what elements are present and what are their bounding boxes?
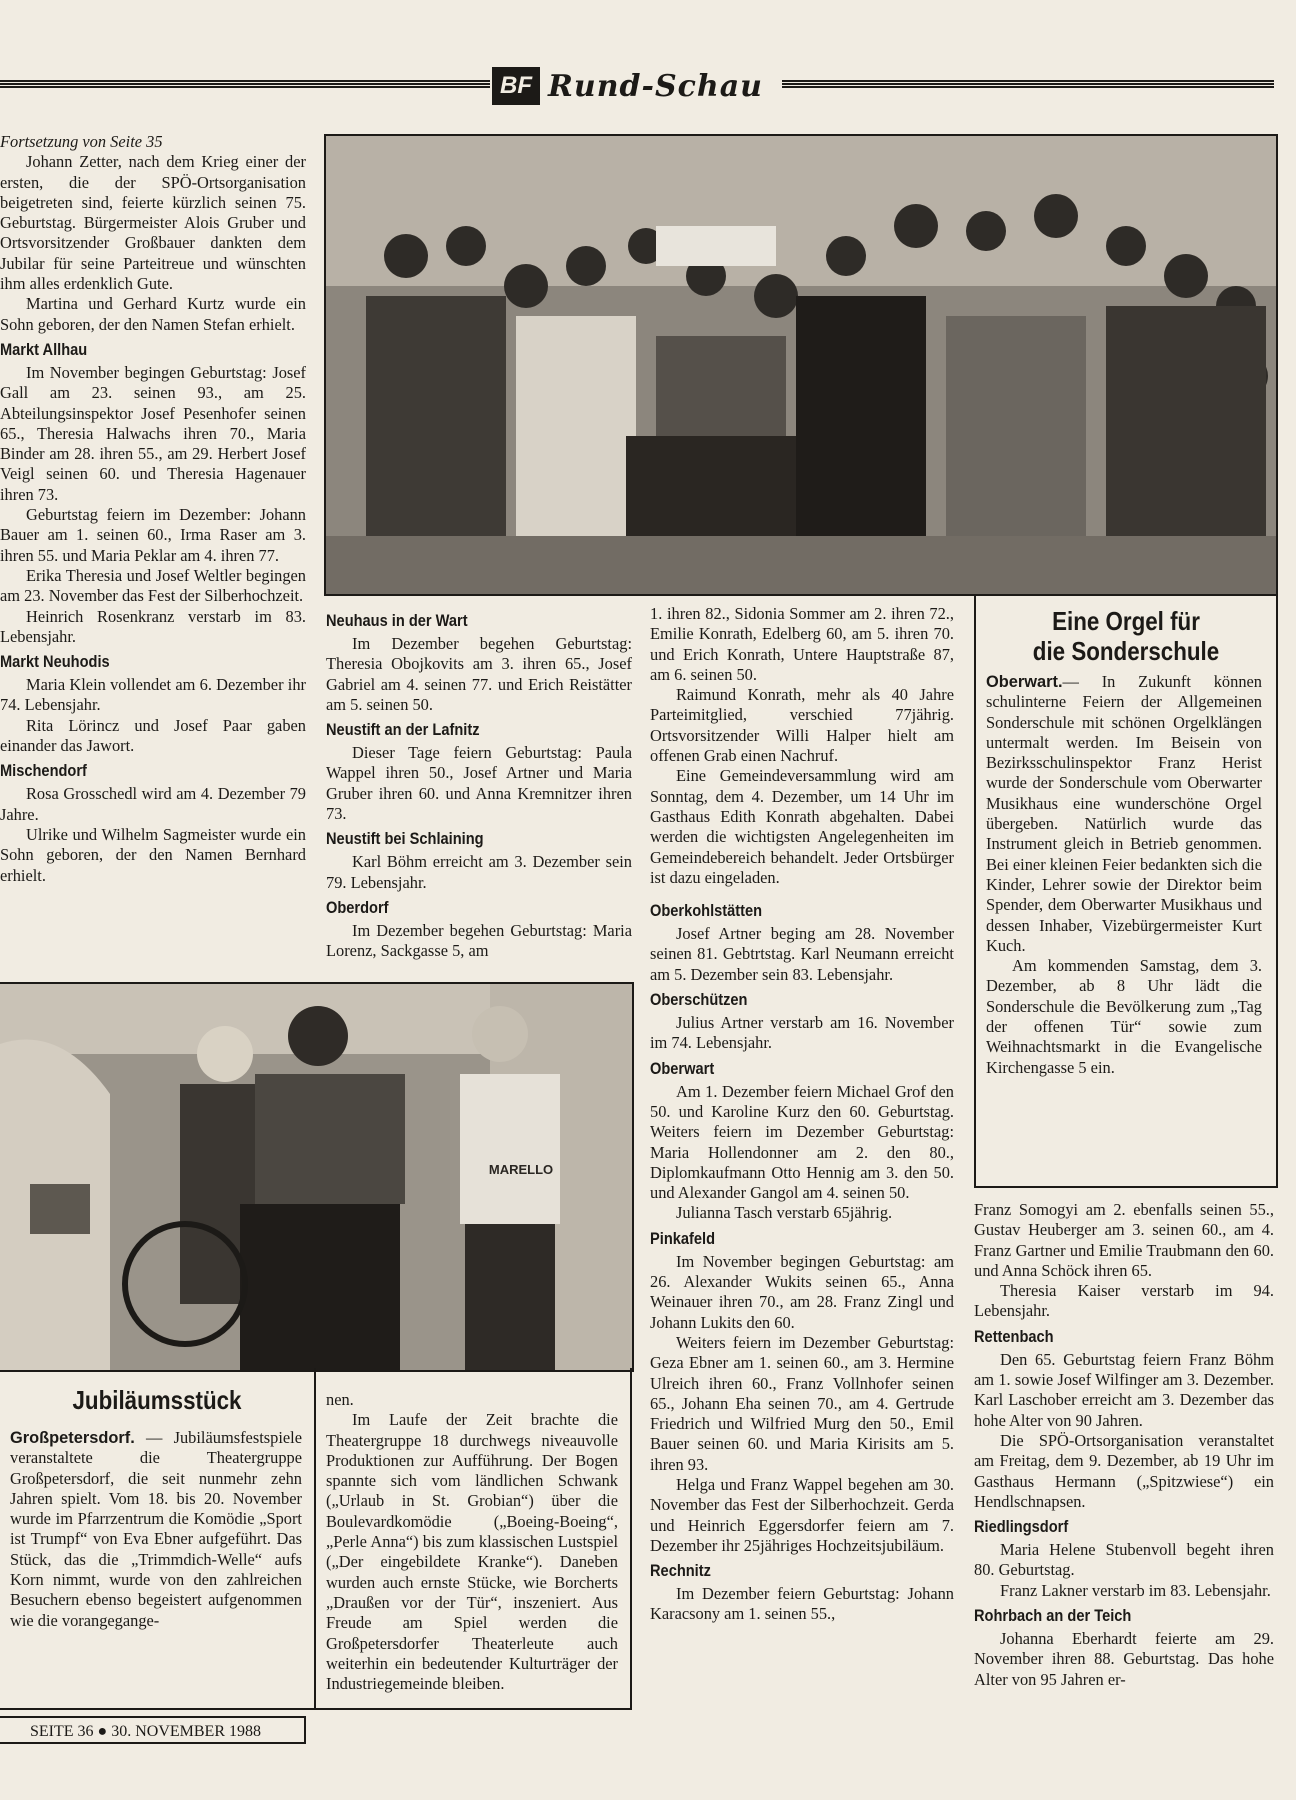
article-wappel: Helga und Franz Wappel begehen am 30. November das Fest der Silberhochzeit. Gerda und Heinrich Eggersdorfer feiern am 7. Dezember ihr 25jähriges Hochzeitsjubiläum. [650,1474,954,1555]
article-artner-julius: Julius Artner verstarb am 16. November im 74. Lebensjahr. [650,1013,954,1053]
photo-theatre-play [0,982,634,1372]
cyclist-shirt-text: MARELLO [488,1162,554,1177]
column-2 [326,606,632,962]
heading-oberschuetzen: Oberschützen [650,990,748,1010]
article-boehm: Karl Böhm erreicht am 3. Dezember sein 79. Lebensjahr. [326,852,632,892]
heading-markt-allhau: Markt Allhau [0,339,88,359]
article-tasch: Julianna Tasch verstarb 65jährig. [676,1203,893,1223]
heading-rettenbach: Rettenbach [974,1326,1054,1346]
orgel-text-1: — In Zukunft können schulinterne Feiern der Allgemeinen Sonderschule mit schönen Orgelklängen untermalt werden. Im Beisein von Bezirksschulinspektor Franz Herist wurde der Sonderschule vom Oberwarter Musikhaus eine wunderschöne Orgel übergeben. Natürlich wurde das Instrument gleich in Betrieb genommen. Bei einer kleinen Feier bedankten sich die Kinder, Lehrer sowie der Direktor beim Spender, dem Oberwarter Musikhaus und dessen Inhaber, Vizebürgermeister Kurt Kuch. [986,672,1262,955]
heading-rohrbach: Rohrbach an der Teich [974,1606,1132,1626]
article-klein: Maria Klein vollendet am 6. Dezember ihr 74. Lebensjahr. [0,675,306,715]
section-title: Rund-Schau [548,68,763,104]
article-rettenbach: Den 65. Geburtstag feiern Franz Böhm am 1. sowie Josef Wilfinger am 3. Dezember. Karl Laschober erreicht am 3. Dezember das hohe Alter von 90 Jahren. [974,1349,1274,1430]
heading-mischendorf: Mischendorf [0,761,87,781]
jubilaeum-text-cont: nen. [326,1390,354,1409]
heading-markt-neuhodis: Markt Neuhodis [0,652,110,672]
photo-children-organ [324,134,1278,596]
article-pinkafeld-november: Im November begingen Geburtstag: am 26. Alexander Wukits seinen 65., Anna Weinauer ihren 70., am 28. Franz Zingl und Johann Lukits den 60. [650,1251,954,1332]
heading-oberwart: Oberwart [650,1058,715,1078]
article-oberdorf-cont: 1. ihren 82., Sidonia Sommer am 2. ihren 72., Emilie Konrath, Edelberg 60, am 5. ihren 70. und Erich Konrath, Untere Hauptstraße 87, am 6. seinen 50. [650,604,954,684]
article-grosschedl: Rosa Grosschedl wird am 4. Dezember 79 Jahre. [0,784,306,824]
heading-riedlingsdorf: Riedlingsdorf [974,1517,1069,1537]
article-loerincz: Rita Lörincz und Josef Paar gaben einander das Jawort. [0,715,306,756]
article-sagmeister: Ulrike und Wilhelm Sagmeister wurde ein Sohn geboren, der den Namen Bernhard erhielt. [0,824,306,885]
heading-pinkafeld: Pinkafeld [650,1228,716,1248]
orgel-dateline: Oberwart. [986,673,1063,691]
article-oberwart: Am 1. Dezember feiern Michael Grof den 50. und Karoline Kurz den 60. Geburtstag. Weiters feiern im Dezember Geburtstag: Maria Hollendonner am 2. den 80., Diplomkaufmann Otto Hennig am 3. den 50. und Alexander Gangol am 4. seinen 50. [650,1081,954,1203]
column-4 [974,1200,1274,1690]
jubilaeum-column-1 [10,1428,302,1631]
article-zetter: Johann Zetter, nach dem Krieg einer der ersten, die der SPÖ-Ortsorganisation beigetreten sind, feierte kürzlich seinen 75. Geburtstag. Bürgermeister Alois Gruber und Ortsvorsitzender Großbauer dankten dem Jubilar für seine Parteitreue und wünschten ihm alles erdenklich Gute. [0,152,306,294]
article-oberdorf: Im Dezember begehen Geburtstag: Maria Lorenz, Sackgasse 5, am [326,920,632,961]
article-rosenkranz: Heinrich Rosenkranz verstarb im 83. Lebensjahr. [0,606,306,646]
article-allhau-dezember: Geburtstag feiern im Dezember: Johann Bauer am 1. seinen 60., Irma Raser am 3. ihren 55. und Maria Peklar am 4. ihren 77. [0,505,306,565]
footer-bullet: ● [97,1723,108,1740]
article-neuhaus: Im Dezember begehen Geburtstag: Theresia Obojkovits am 3. ihren 65., Josef Gabriel am 4. seinen 77. und Erich Reistätter am 5. seinen 50. [326,634,632,714]
article-rechnitz: Im Dezember feiern Geburtstag: Johann Karacsony am 1. seinen 55., [650,1584,954,1624]
masthead [492,66,763,106]
article-weltler: Erika Theresia und Josef Weltler begingen am 23. November das Fest der Silberhochzeit. [0,565,306,606]
orgel-title-line1: Eine Orgel für [1052,606,1200,636]
article-lakner: Franz Lakner verstarb im 83. Lebensjahr. [1000,1580,1271,1600]
jubilaeum-dateline: Großpetersdorf. [10,1429,135,1447]
orgel-body [986,672,1262,1078]
article-somogyi: Franz Somogyi am 2. ebenfalls seinen 55., Gustav Heuberger am 3. seinen 60., am 4. Franz Gartner und Emilie Traubmann den 60. und Anna Schöck ihren 65. [974,1200,1274,1280]
masthead-rule-right [782,80,1274,89]
bf-logo: BF [492,67,540,105]
jubilaeum-title: Jubiläumsstück [72,1385,242,1415]
orgel-title-line2: die Sonderschule [1032,636,1220,666]
article-kaiser: Theresia Kaiser verstarb im 94. Lebensjahr. [974,1281,1274,1321]
column-3 [650,604,954,1625]
article-konrath: Raimund Konrath, mehr als 40 Jahre Parteimitglied, verschied 77jährig. Ortsvorsitzender Willi Halper hielt am offenen Grab einen Nachruf. [650,685,954,766]
orgel-paragraph-1 [986,672,1262,956]
article-stubenvoll: Maria Helene Stubenvoll begeht ihren 80. Geburtstag. [974,1540,1274,1580]
article-neustift-lafnitz: Dieser Tage feiern Geburtstag: Paula Wappel ihren 50., Josef Artner und Maria Gruber ihren 60. und Anna Kremnitzer ihren 73. [326,743,632,824]
heading-oberdorf: Oberdorf [326,897,389,917]
article-eberhardt: Johanna Eberhardt feierte am 29. November ihren 88. Geburtstag. Das hohe Alter von 95 Jahren er- [974,1629,1274,1689]
article-artner-josef: Josef Artner beging am 28. November seinen 81. Gebtrtstag. Karl Neumann erreicht am 5. Dezember sein 83. Lebensjahr. [650,924,954,984]
jubilaeum-column-2 [326,1390,618,1694]
jubilaeum-text-1: — Jubiläumsfestspiele veranstaltete die Theatergruppe Großpetersdorf, die seit nunmehr zehn Jahren spielt. Vom 18. bis 20. November wurde im Pfarrzentrum die Komödie „Sport ist Trumpf“ von Eva Ebner aufgeführt. Das Stück, das die „Trimmdich-Welle“ aufs Korn nimmt, wurde von den zahlreichen Besuchern ebenso begeistert aufgenommen wie die vorangegange- [10,1428,302,1630]
photo-children-organ-graphic [326,136,1276,594]
heading-rechnitz: Rechnitz [650,1561,711,1581]
article-spoe-hendlschnapsen: Die SPÖ-Ortsorganisation veranstaltet am Freitag, dem 9. Dezember, ab 19 Uhr im Gasthaus Hermann („Spitzwiese“) ein Hendlschnapsen. [974,1430,1274,1511]
page-footer [0,1716,306,1744]
orgel-paragraph-2: Am kommenden Samstag, dem 3. Dezember, ab 8 Uhr lädt die Sonderschule die Bevölkerung zum „Tag der offenen Tür“ sowie zum Weihnachtsmarkt in die Evangelische Kirchengasse 5 ein. [986,956,1262,1077]
article-pinkafeld-dezember: Weiters feiern im Dezember Geburtstag: Geza Ebner am 1. seinen 60., am 3. Hermine Ulreich ihren 60., Franz Vollnhofer seinen 65., Johann Eha seinen 70., am 4. Gertrude Friedrich und Wilfried Murg den 50., Emil Bauer seinen 60. und Maria Kirisits am 5. ihren 93. [650,1332,954,1474]
article-gemeindeversammlung: Eine Gemeindeversammlung wird am Sonntag, dem 4. Dezember, um 14 Uhr im Gasthaus Edith Konrath abgehalten. Dabei werden die wichtigsten Angelegenheiten im Gemeindebereich behandelt. Jeder Ortsbürger ist dazu eingeladen. [650,766,954,887]
heading-oberkohlstaetten: Oberkohlstätten [650,901,763,921]
heading-neuhaus: Neuhaus in der Wart [326,611,468,630]
column-1 [0,132,306,886]
jubilaeum-paragraph-2: Im Laufe der Zeit brachte die Theatergruppe 18 durchwegs niveauvolle Produktionen zur Aufführung. Der Bogen spannte sich vom ländlichen Schwank („Urlaub in St. Grobian“) über die Boulevardkomödie („Boeing-Boeing“, „Perle Anna“) bis zum klassischen Lustspiel („Der eingebildete Kranke“). Daneben wurden auch ernste Stücke, wie Borcherts „Draußen vor der Tür“, inszeniert. Aus Freude am Spiel werden die Großpetersdorfer Theaterleute auch weiterhin ein bedeutender Kulturträger der Industriegemeinde bleiben. [326,1410,618,1694]
continuation-note: Fortsetzung von Seite 35 [0,132,163,151]
article-allhau-november: Im November begingen Geburtstag: Josef Gall am 23. seinen 93., am 25. Abteilungsinspektor Josef Pesenhofer seinen 65., Theresia Halwachs ihren 70., Maria Binder am 28. ihren 55., am 29. Herbert Josef Veigl seinen 60. und Theresia Hagenauer ihren 73. [0,362,306,504]
page-number: SEITE 36 [30,1723,94,1740]
article-kurtz: Martina und Gerhard Kurtz wurde ein Sohn geboren, der den Namen Stefan erhielt. [0,294,306,334]
masthead-rule-left [0,80,490,89]
jubilaeum-paragraph-1 [10,1428,302,1631]
heading-neustift-schlaining: Neustift bei Schlaining [326,829,484,849]
heading-neustift-lafnitz: Neustift an der Lafnitz [326,720,480,740]
issue-date: 30. NOVEMBER 1988 [111,1723,261,1740]
box-orgel [974,594,1278,1188]
photo-theatre-play-graphic [0,984,632,1370]
